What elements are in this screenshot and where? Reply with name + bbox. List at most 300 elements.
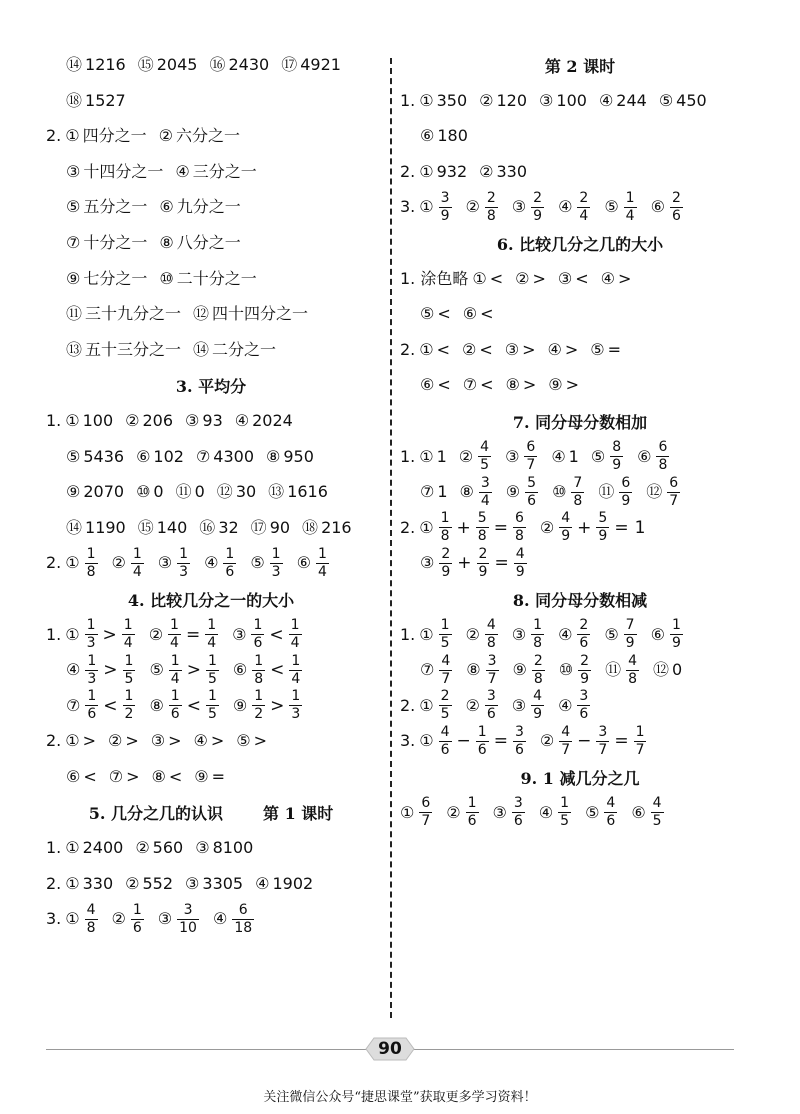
answer-label: ⑨ (232, 695, 248, 715)
answer-label: ⑤ (236, 731, 251, 751)
answer-item (419, 510, 528, 545)
fraction-denominator: 3 (179, 563, 189, 580)
answer-item (233, 653, 304, 688)
answer-item (65, 902, 99, 937)
answer-value: 8100 (212, 838, 254, 858)
answer-label: ② (465, 197, 480, 217)
fraction (177, 546, 190, 581)
fraction (439, 510, 452, 545)
fraction-numerator: 4 (86, 901, 96, 918)
answer-value: > (532, 268, 546, 288)
fraction-numerator: 7 (573, 474, 583, 491)
answer-label: ⑯ (209, 55, 226, 74)
answer-item (651, 190, 685, 225)
fraction-numerator: 4 (561, 723, 571, 740)
answer-item (233, 688, 304, 723)
fraction-numerator: 6 (421, 795, 431, 812)
answer-label: ⑥ (136, 446, 151, 466)
math-operator: < (270, 660, 285, 681)
answer-value: = (211, 767, 225, 786)
answer-item (539, 91, 587, 111)
fraction-denominator: 6 (87, 706, 97, 723)
section-title: 第 2 课时 (544, 56, 616, 76)
answer-item (108, 731, 139, 751)
answer-label: ⑦ (195, 446, 211, 466)
answer-item (152, 767, 183, 787)
answer-item (66, 482, 124, 502)
answer-item (591, 439, 625, 474)
answer-item (236, 731, 267, 751)
answer-value: 2430 (228, 55, 270, 74)
answer-value: < (489, 268, 504, 288)
answer-item (459, 439, 493, 474)
answer-line (400, 723, 760, 758)
fraction (439, 190, 452, 225)
answer-item (631, 795, 665, 830)
answer-label: ① (419, 695, 434, 715)
answer-label: ④ (538, 802, 554, 822)
answer-line (400, 189, 760, 224)
section-heading (46, 798, 376, 828)
answer-value: 350 (436, 90, 468, 110)
answer-line (400, 545, 760, 580)
answer-item (479, 91, 527, 111)
answer-value: > (125, 731, 139, 751)
answer-value: 七分之一 (83, 268, 148, 288)
fraction (477, 546, 490, 581)
fraction (479, 475, 492, 510)
answer-line (400, 688, 760, 723)
answer-item (65, 411, 113, 431)
math-operator: 1 (634, 517, 646, 538)
answer-item (590, 340, 621, 360)
fraction-denominator: 8 (486, 207, 496, 224)
fraction (513, 724, 526, 759)
answer-line (46, 545, 376, 580)
answer-label: ⑩ (159, 268, 174, 288)
answer-value: 102 (153, 446, 184, 466)
answer-value: = (607, 339, 622, 359)
fraction (85, 546, 98, 581)
answer-line (46, 50, 376, 80)
answer-item (466, 190, 500, 225)
fraction (486, 653, 499, 688)
fraction (252, 688, 265, 723)
answer-item (605, 653, 641, 688)
answer-label: ⑫ (646, 482, 663, 502)
answer-item (539, 795, 573, 830)
answer-label: ④ (204, 553, 219, 573)
answer-item (420, 126, 468, 146)
fraction-denominator: 9 (441, 563, 451, 580)
answer-label: ⑦ (420, 660, 435, 680)
answer-line (46, 869, 376, 899)
answer-line (400, 439, 760, 474)
fraction-numerator: 1 (635, 723, 645, 740)
fraction-numerator: 1 (440, 617, 450, 634)
fraction-numerator: 6 (669, 474, 679, 491)
fraction (439, 617, 452, 652)
answer-item (419, 617, 453, 652)
answer-value: 32 (218, 517, 239, 537)
fraction (610, 439, 623, 474)
fraction (316, 546, 329, 581)
fraction (131, 546, 144, 581)
answer-label: ⑧ (151, 767, 166, 786)
fraction-numerator: 5 (477, 510, 487, 527)
question-number: 2. (400, 695, 416, 715)
answer-item (420, 375, 451, 395)
answer-label: ① (419, 90, 434, 110)
fraction-numerator: 1 (290, 617, 300, 634)
answer-label: ① (419, 624, 434, 644)
fraction (656, 439, 669, 474)
answer-label: ② (479, 161, 494, 181)
answer-item (176, 482, 205, 502)
answer-value: 九分之一 (176, 197, 241, 217)
answer-item (420, 304, 451, 324)
answer-value: 4921 (300, 55, 341, 74)
fraction-numerator: 2 (486, 189, 496, 206)
answer-line (400, 652, 760, 687)
answer-item (66, 340, 181, 360)
answer-line (46, 617, 376, 652)
answer-item (65, 874, 113, 894)
fraction-denominator: 18 (234, 919, 253, 936)
answer-label: ⑨ (548, 375, 563, 395)
question-number: 2. (46, 126, 62, 146)
fraction (251, 617, 264, 652)
fraction (122, 617, 135, 652)
answer-label: ① (65, 126, 80, 146)
fraction-numerator: 1 (87, 688, 97, 705)
answer-label: ⑥ (420, 126, 435, 146)
fraction (439, 546, 452, 581)
answer-label: ④ (255, 873, 270, 893)
answer-label: ⑦ (108, 767, 124, 786)
section-title: 4. 比较几分之一的大小 (127, 590, 295, 610)
fraction-denominator: 5 (124, 670, 134, 687)
fraction-denominator: 6 (477, 741, 487, 758)
answer-value: > (253, 731, 268, 751)
answer-item (585, 795, 619, 830)
answer-item (297, 546, 331, 581)
answer-value: 244 (616, 90, 647, 110)
answer-line (400, 86, 760, 116)
fraction-numerator: 2 (441, 545, 451, 562)
answer-item (558, 688, 592, 723)
section-title: 3. 平均分 (175, 376, 247, 396)
answer-value: > (522, 339, 536, 359)
fraction-numerator: 6 (238, 901, 248, 918)
fraction-numerator: 3 (598, 723, 608, 740)
answer-item (659, 91, 707, 111)
answer-label: ⑥ (650, 624, 665, 644)
answer-value: 330 (496, 161, 528, 181)
fraction-numerator: 1 (207, 617, 217, 634)
fraction-denominator: 4 (625, 207, 635, 224)
answer-label: ⑨ (512, 660, 527, 680)
answer-item (599, 91, 647, 111)
fraction-numerator: 1 (671, 617, 681, 634)
fraction-denominator: 6 (514, 741, 524, 758)
question-number: 2. (46, 731, 62, 751)
fraction (558, 795, 571, 830)
fraction-denominator: 6 (486, 706, 496, 723)
fraction-denominator: 7 (487, 670, 497, 687)
answer-label: ④ (547, 339, 562, 359)
answer-item (66, 447, 124, 467)
fraction (624, 190, 637, 225)
answer-label: ③ (195, 838, 210, 858)
answer-line (46, 228, 376, 258)
answer-label: ② (148, 624, 164, 644)
fraction (419, 795, 432, 830)
answer-label: ① (419, 731, 434, 751)
answer-value: 0 (153, 482, 164, 502)
answer-item (651, 617, 685, 652)
answer-item (419, 340, 450, 360)
answer-label: ⑯ (199, 517, 216, 537)
fraction-numerator: 3 (487, 652, 497, 669)
fraction-denominator: 3 (87, 670, 97, 687)
fraction-numerator: 4 (486, 617, 496, 634)
answer-label: ④ (551, 446, 566, 466)
fraction (485, 688, 498, 723)
answer-label: ③ (511, 197, 527, 217)
answer-value: 1216 (85, 55, 126, 74)
answer-item (125, 874, 173, 894)
fraction (85, 902, 98, 937)
answer-line (400, 264, 760, 294)
fraction-denominator: 6 (527, 492, 537, 509)
fraction-denominator: 9 (515, 563, 525, 580)
answer-label: ⑥ (66, 767, 81, 786)
answer-line (46, 477, 376, 507)
answer-label: ⑰ (250, 517, 267, 537)
answer-label: ③ (157, 553, 173, 573)
fraction (571, 475, 584, 510)
answer-item (420, 546, 529, 581)
answer-label: ⑥ (637, 446, 652, 466)
answer-item (466, 617, 500, 652)
answer-label: ⑧ (505, 375, 520, 395)
answer-label: ⑫ (193, 304, 210, 324)
fraction-denominator: 4 (170, 670, 180, 687)
fraction-denominator: 8 (440, 528, 450, 545)
fraction-numerator: 3 (440, 189, 450, 206)
answer-line (46, 406, 376, 436)
answer-item (66, 688, 137, 723)
answer-line (46, 762, 376, 792)
answer-label: ③ (511, 624, 527, 644)
answer-item (251, 518, 290, 538)
answer-label: ⑥ (462, 304, 478, 324)
fraction-denominator: 8 (514, 528, 524, 545)
fraction-numerator: 1 (625, 189, 635, 206)
answer-label: ⑤ (590, 339, 605, 359)
fraction-numerator: 1 (533, 617, 543, 634)
answer-item (250, 546, 284, 581)
answer-label: ⑩ (136, 482, 151, 502)
math-operator: − (456, 731, 471, 752)
fraction-denominator: 5 (207, 670, 217, 687)
fraction-numerator: 6 (621, 474, 631, 491)
answer-label: ⑩ (558, 660, 574, 680)
answer-item (505, 340, 536, 360)
answer-label: ⑭ (193, 339, 210, 359)
answer-value: > (564, 339, 579, 359)
answer-item (506, 475, 540, 510)
answer-value: 450 (676, 90, 707, 110)
answer-item (466, 688, 500, 723)
answer-line (400, 510, 760, 545)
fraction (476, 510, 489, 545)
answer-item (66, 162, 163, 182)
math-operator: > (103, 660, 118, 681)
footer-text: 关注微信公众号“捷思课堂”获取更多学习资料！ (263, 1090, 537, 1105)
answer-value: 120 (496, 90, 528, 110)
answer-label: ⑥ (296, 553, 311, 573)
answer-value: 五十三分之一 (85, 339, 182, 359)
fraction-numerator: 1 (317, 545, 327, 562)
fraction-denominator: 2 (124, 706, 134, 723)
answer-line (46, 688, 376, 723)
math-operator: > (102, 624, 117, 645)
answer-label: ⑰ (281, 55, 298, 74)
fraction (485, 190, 498, 225)
fraction-denominator: 5 (480, 457, 490, 474)
fraction-denominator: 8 (477, 528, 487, 545)
fraction-denominator: 7 (561, 741, 571, 758)
fraction-numerator: 4 (515, 545, 525, 562)
answer-label: ③ (492, 802, 507, 822)
fraction-numerator: 1 (124, 688, 134, 705)
answer-item (558, 190, 592, 225)
answer-item (548, 375, 579, 395)
answer-label: ⑪ (175, 482, 192, 502)
fraction-numerator: 1 (440, 510, 450, 527)
answer-value: 二分之一 (212, 339, 277, 359)
answer-item (66, 269, 147, 289)
question-number: 2. (400, 339, 416, 359)
fraction-numerator: 4 (606, 795, 616, 812)
answer-item (548, 340, 579, 360)
fraction-numerator: 1 (132, 901, 142, 918)
fraction (559, 510, 572, 545)
math-operator: = (185, 624, 201, 645)
fraction-denominator: 9 (478, 563, 488, 580)
answer-item (196, 447, 254, 467)
fraction (596, 724, 609, 759)
answer-item (66, 55, 126, 75)
fraction (524, 439, 537, 474)
answer-item (194, 767, 225, 787)
fraction-numerator: 1 (170, 688, 180, 705)
question-number: 1. 涂色略 (400, 268, 469, 288)
fraction-denominator: 4 (170, 635, 179, 652)
answer-item (213, 902, 256, 937)
answer-value: 330 (82, 873, 114, 893)
answer-label: ④ (66, 660, 81, 680)
answer-item (463, 375, 494, 395)
answer-line (400, 474, 760, 509)
fraction-denominator: 4 (132, 563, 142, 580)
answer-item (558, 617, 592, 652)
answer-label: ② (465, 624, 480, 644)
answer-item (158, 902, 201, 937)
section-heading (400, 584, 760, 614)
math-operator: > (186, 660, 201, 681)
answer-item (232, 617, 303, 652)
answer-line (400, 335, 760, 365)
fraction-denominator: 6 (170, 706, 180, 723)
answer-line (46, 121, 376, 151)
section-title: 7. 同分母分数相加 (512, 412, 648, 432)
page-number-text: 90 (378, 1039, 402, 1059)
answer-value: 932 (436, 161, 468, 181)
fraction (604, 795, 617, 830)
section-heading (46, 584, 376, 614)
answer-item (302, 518, 352, 538)
question-number: 2. (46, 553, 62, 573)
fraction-denominator: 3 (86, 635, 96, 652)
answer-label: ① (419, 517, 434, 537)
math-operator: − (577, 731, 592, 752)
fraction-numerator: 1 (291, 652, 301, 669)
fraction-numerator: 2 (440, 688, 450, 705)
answer-label: ③ (185, 873, 200, 893)
answer-item (463, 304, 494, 324)
question-number: 1. (46, 411, 62, 430)
fraction-numerator: 1 (477, 723, 487, 740)
answer-item (66, 233, 147, 253)
fraction-denominator: 8 (254, 670, 264, 687)
answer-item (255, 874, 313, 894)
answer-value: 2024 (252, 411, 293, 430)
fraction-denominator: 9 (580, 670, 590, 687)
answer-label: ⑱ (66, 90, 83, 110)
fraction-numerator: 6 (658, 439, 668, 456)
fraction (670, 190, 683, 225)
fraction-denominator: 2 (254, 706, 264, 723)
fraction-numerator: 1 (170, 652, 180, 669)
answer-item (66, 304, 181, 324)
fraction-numerator: 1 (207, 688, 217, 705)
answer-label: ⑥ (232, 660, 248, 680)
fraction-denominator: 9 (440, 207, 450, 224)
answer-item (420, 653, 454, 688)
answer-label: ② (111, 553, 126, 573)
answer-item (112, 902, 146, 937)
answer-value: 216 (321, 517, 352, 537)
answer-value: 2045 (156, 55, 198, 74)
answer-item (419, 162, 467, 182)
fraction (439, 653, 452, 688)
answer-line (400, 299, 760, 329)
fraction (123, 688, 136, 723)
answer-value: < (575, 268, 589, 288)
answer-label: ① (419, 339, 434, 359)
answer-label: ③ (557, 268, 573, 288)
answer-value: < (437, 375, 451, 395)
answer-label: ① (65, 411, 80, 430)
fraction-denominator: 6 (606, 813, 616, 830)
fraction (206, 688, 219, 723)
fraction-denominator: 7 (598, 741, 608, 758)
answer-value: 八分之一 (176, 233, 241, 252)
answer-label: ② (135, 838, 150, 858)
